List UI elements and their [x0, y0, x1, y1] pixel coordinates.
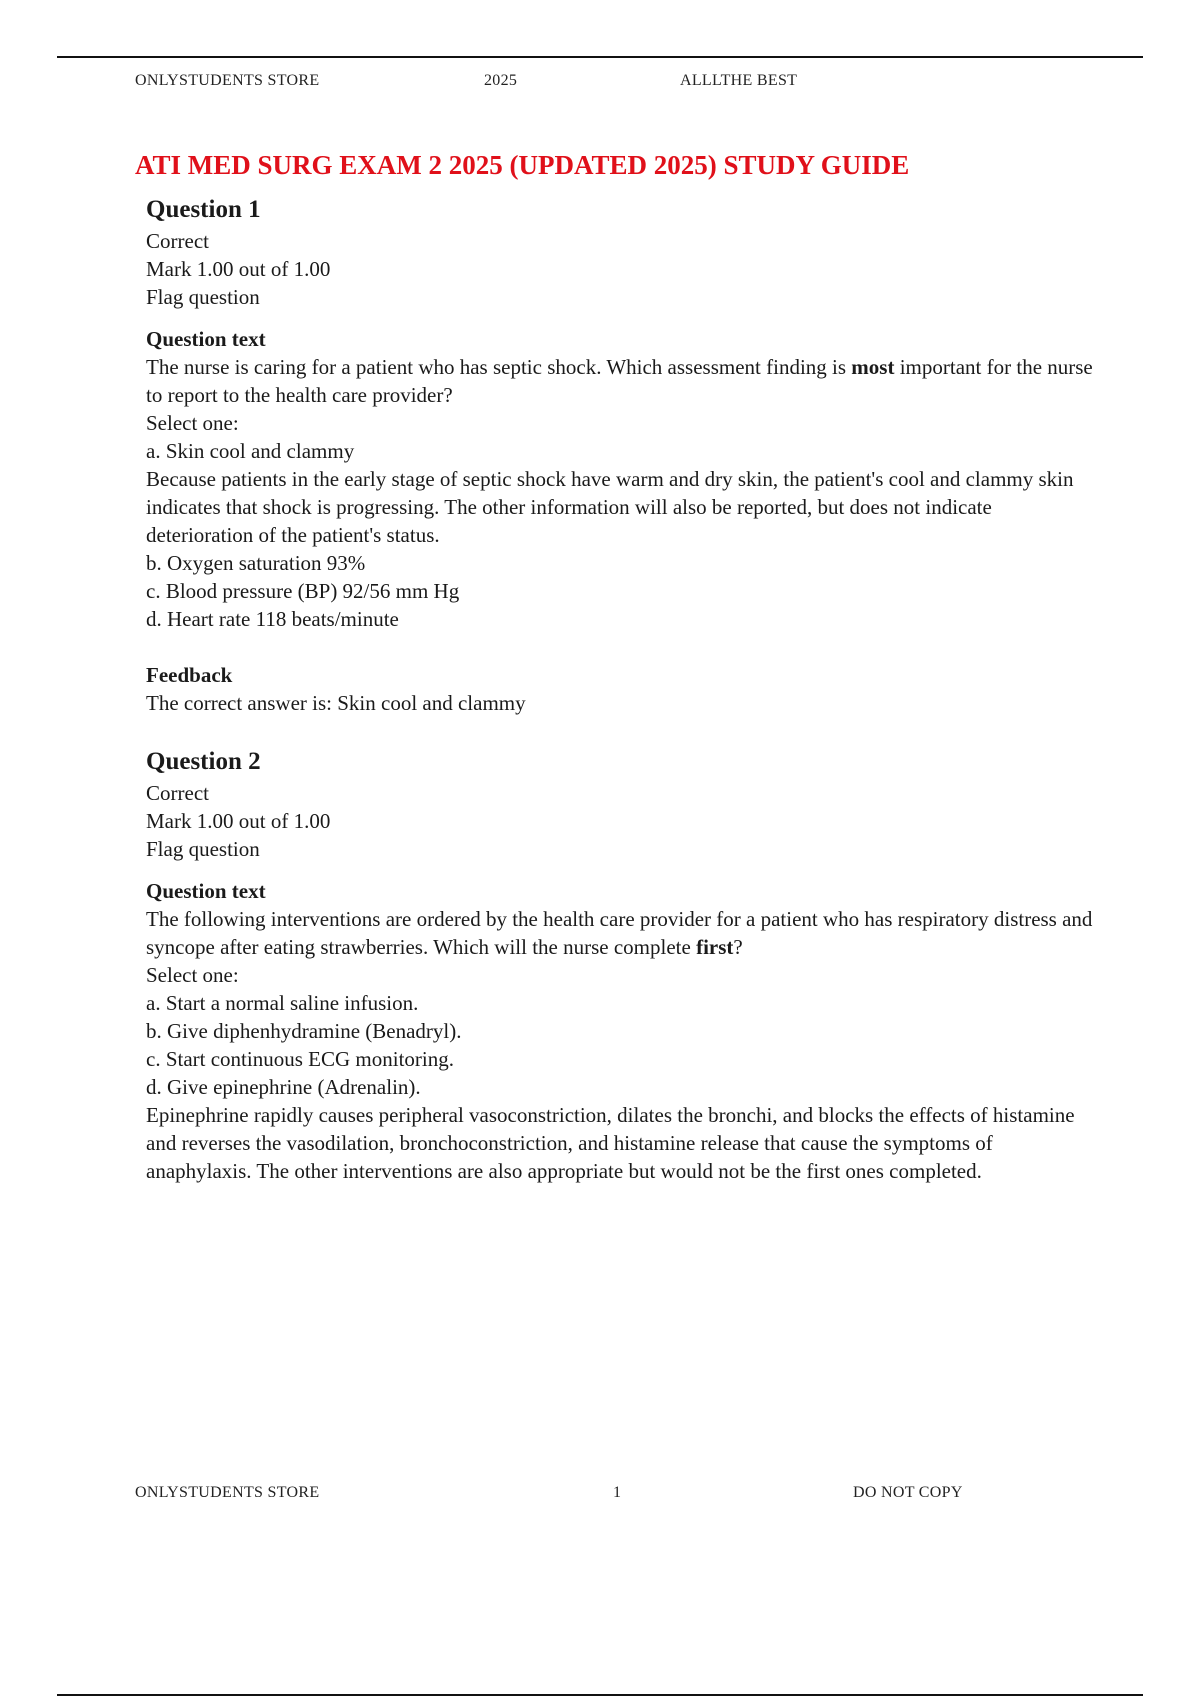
rationale-text: Epinephrine rapidly causes peripheral vasoconstriction, dilates the bronchi, and blocks the effects of histamine and reverses the vasodilation, bronchoconstriction, and histamine release that cause the symptoms of anaphylaxis. The other interventions are also appropriate but would not be the first ones completed.: [146, 1103, 1075, 1183]
question-text-heading: Question text: [146, 879, 266, 903]
mark-label: Mark 1.00 out of 1.00: [146, 809, 331, 833]
page-header: [0, 72, 1200, 96]
stem-text-end: important for the nurse to report to the health care provider?: [146, 355, 1093, 407]
answer-option[interactable]: c. Blood pressure (BP) 92/56 mm Hg: [146, 579, 460, 603]
answer-option[interactable]: b. Give diphenhydramine (Benadryl).: [146, 1019, 462, 1043]
select-one-label: Select one:: [146, 411, 239, 435]
stem-text: The nurse is caring for a patient who has septic shock. Which assessment finding is: [146, 355, 852, 379]
stem-text: The following interventions are ordered by the health care provider for a patient who has respiratory distress and syncope after eating strawberries. Which will the nurse complete: [146, 907, 1093, 959]
document-title: ATI MED SURG EXAM 2 2025 (UPDATED 2025) STUDY GUIDE: [135, 150, 910, 180]
select-one-label: Select one:: [146, 963, 239, 987]
answer-option[interactable]: c. Start continuous ECG monitoring.: [146, 1047, 454, 1071]
feedback-heading: Feedback: [146, 663, 233, 687]
footer-right: DO NOT COPY: [853, 1484, 963, 1501]
answer-option[interactable]: d. Heart rate 118 beats/minute: [146, 607, 399, 631]
question-stem: [146, 353, 1096, 409]
stem-emphasis: first: [696, 935, 734, 959]
question-title: Question 2: [146, 748, 261, 775]
flag-question-link[interactable]: Flag question: [146, 837, 260, 861]
question-stem: [146, 905, 1096, 961]
header-center: 2025: [484, 72, 518, 89]
document-body: [146, 193, 1096, 1185]
flag-question-link[interactable]: Flag question: [146, 285, 260, 309]
status-label: Correct: [146, 229, 209, 253]
footer-left: ONLYSTUDENTS STORE: [135, 1484, 320, 1501]
question-status: [146, 779, 1096, 863]
rationale-text: Because patients in the early stage of septic shock have warm and dry skin, the patient's cool and clammy skin indicates that shock is progressing. The other information will also be reported, but does not indicate deterioration of the patient's status.: [146, 467, 1074, 547]
top-rule: [57, 56, 1143, 58]
question-text-heading: Question text: [146, 327, 266, 351]
mark-label: Mark 1.00 out of 1.00: [146, 257, 331, 281]
question-title: Question 1: [146, 196, 261, 223]
header-right: ALLLTHE BEST: [680, 72, 798, 89]
stem-text-end: ?: [733, 935, 743, 959]
stem-emphasis: most: [851, 355, 895, 379]
answer-option[interactable]: a. Start a normal saline infusion.: [146, 991, 419, 1015]
answer-option[interactable]: b. Oxygen saturation 93%: [146, 551, 366, 575]
question-1: [146, 193, 1096, 717]
status-label: Correct: [146, 781, 209, 805]
header-left: ONLYSTUDENTS STORE: [135, 72, 320, 89]
feedback-answer: The correct answer is: Skin cool and clammy: [146, 691, 526, 715]
answer-option[interactable]: a. Skin cool and clammy: [146, 439, 355, 463]
question-status: [146, 227, 1096, 311]
answer-option[interactable]: d. Give epinephrine (Adrenalin).: [146, 1075, 421, 1099]
question-2: [146, 745, 1096, 1185]
bottom-rule: [57, 1694, 1143, 1696]
page-number: 1: [613, 1484, 622, 1501]
page-footer: [0, 1484, 1200, 1508]
